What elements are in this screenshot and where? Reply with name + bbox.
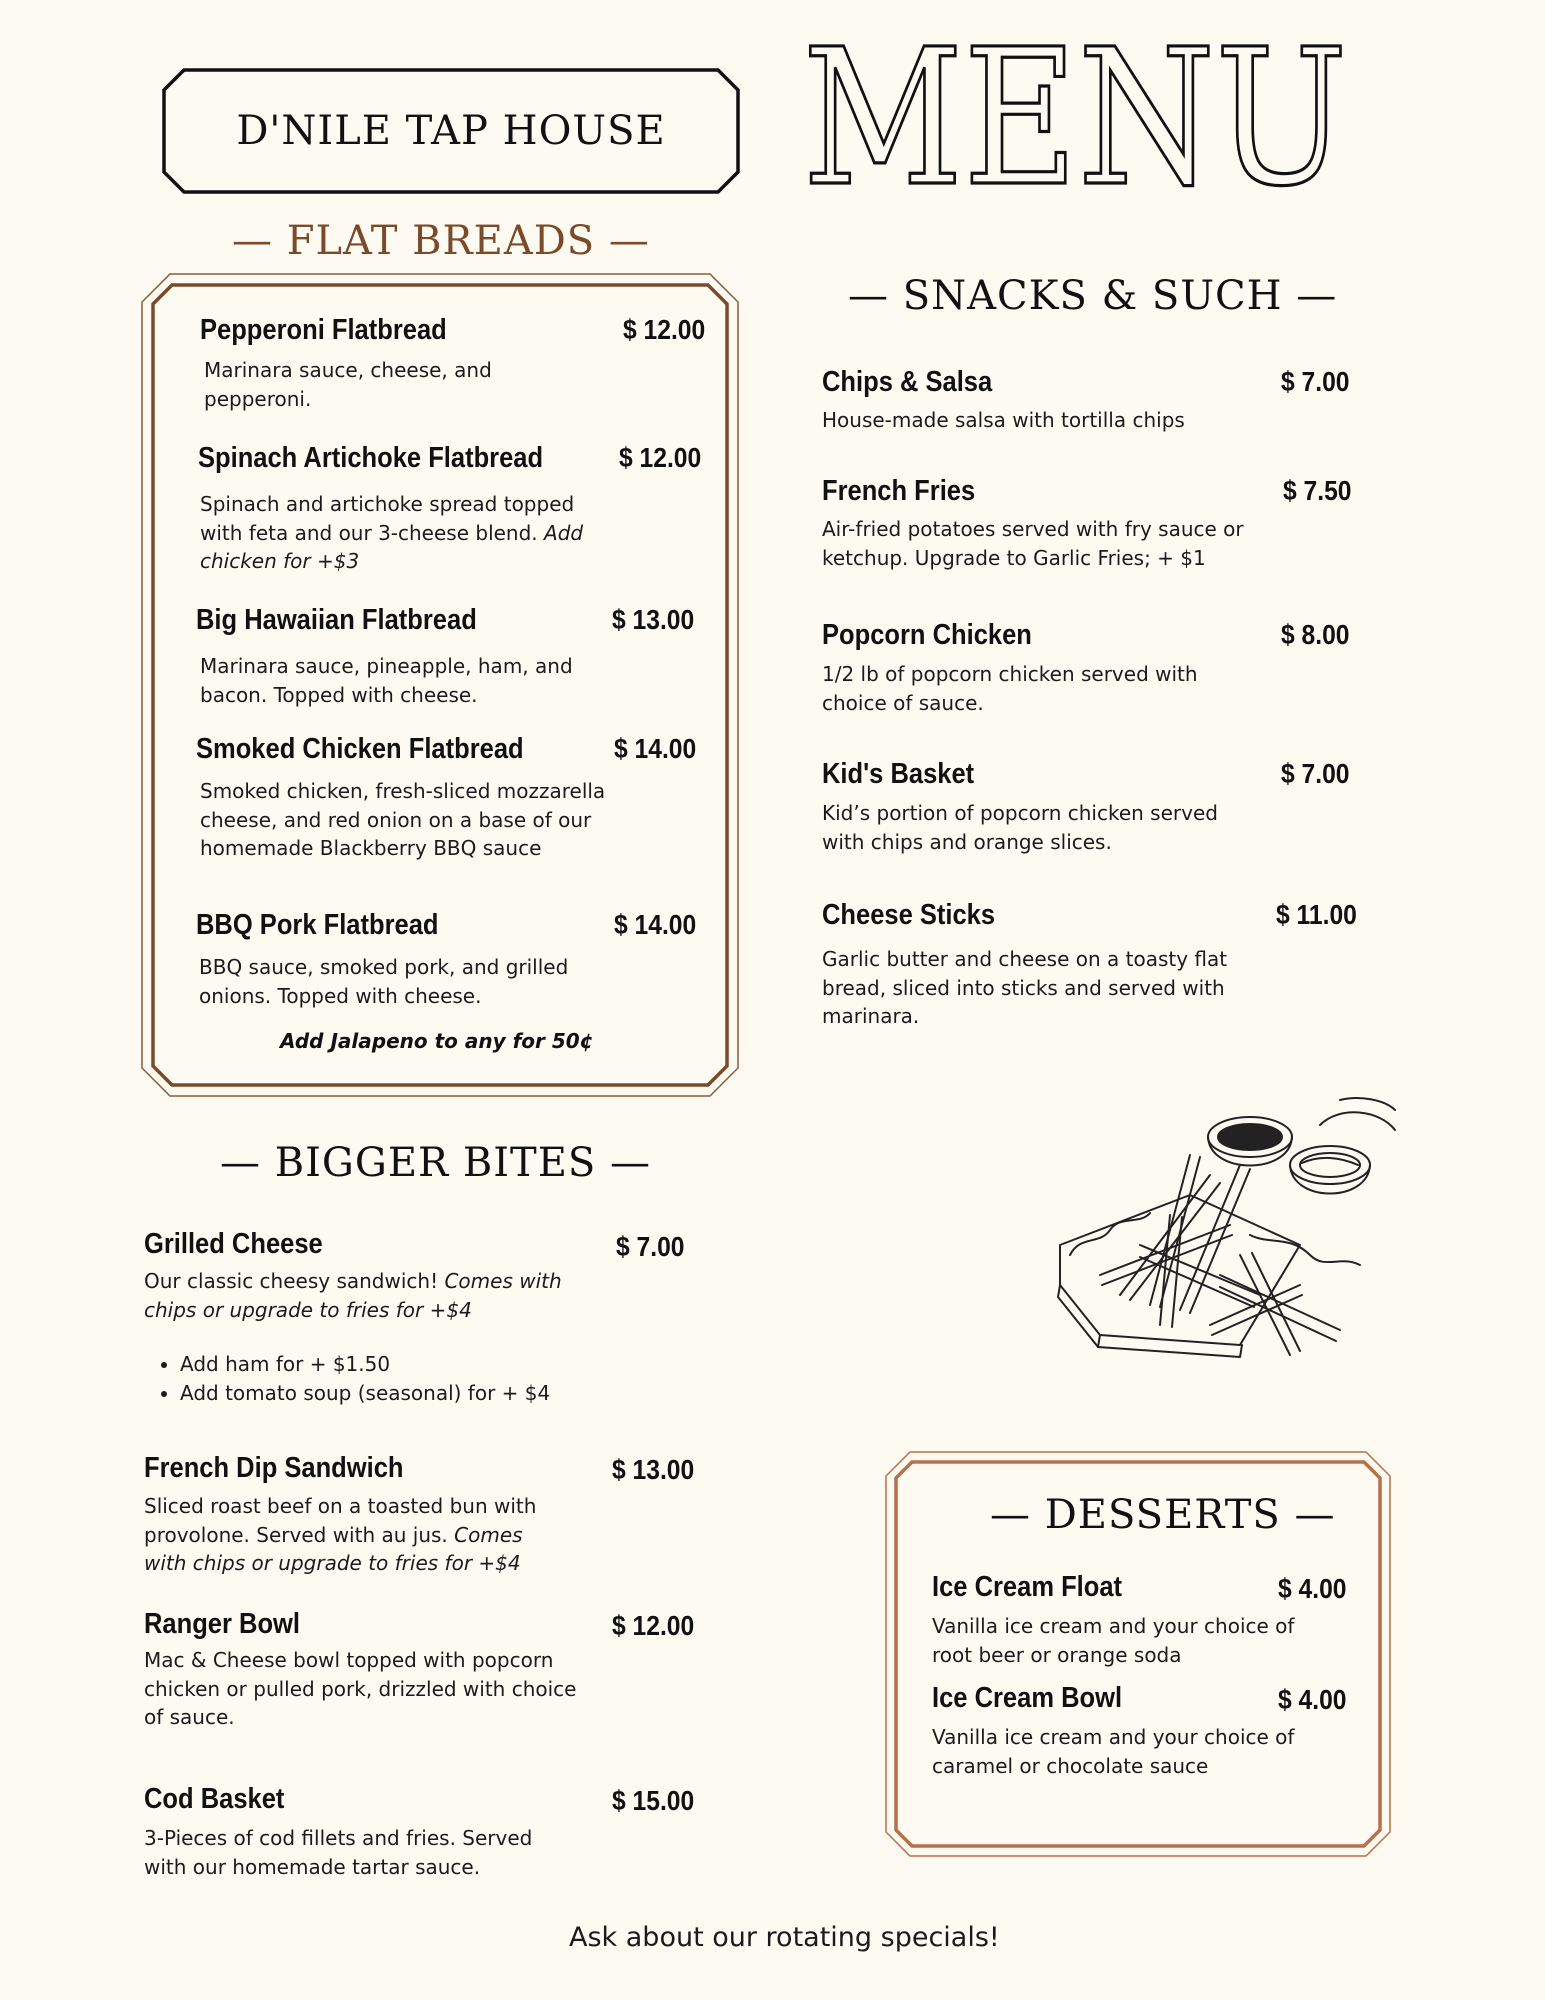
- bite-price: $ 15.00: [612, 1785, 695, 1816]
- bite-desc: Mac & Cheese bowl topped with popcorn chicken or pulled pork, drizzled with choice of sauce.: [144, 1648, 577, 1729]
- dessert-price: $ 4.00: [1278, 1573, 1347, 1604]
- snack-name: French Fries: [822, 475, 976, 507]
- snack-name: Kid's Basket: [822, 758, 975, 790]
- bite-name: French Dip Sandwich: [144, 1452, 404, 1484]
- flatbread-name: Smoked Chicken Flatbread: [196, 733, 524, 765]
- dessert-name: Ice Cream Float: [932, 1571, 1123, 1603]
- rotating-specials-note: Ask about our rotating specials!: [569, 1922, 1000, 1953]
- bite-price: $ 7.00: [616, 1231, 685, 1262]
- flatbread-desc: Spinach and artichoke spread topped with feta and our 3-cheese blend. Add chicken for +$3: [200, 492, 584, 573]
- flatbread-price: $ 12.00: [623, 314, 706, 345]
- snack-name: Cheese Sticks: [822, 899, 996, 931]
- bigger-bites-heading: — BIGGER BITES —: [220, 1140, 652, 1186]
- bite-price: $ 13.00: [612, 1454, 695, 1485]
- flatbread-desc: Marinara sauce, pineapple, ham, and bacon. Topped with cheese.: [200, 654, 573, 707]
- flatbread-desc: Smoked chicken, fresh-sliced mozzarella cheese, and red onion on a base of our homemade Blackberry BBQ sauce: [200, 779, 606, 860]
- snack-desc: Kid’s portion of popcorn chicken served with chips and orange slices.: [822, 801, 1218, 854]
- flatbread-name: Big Hawaiian Flatbread: [196, 604, 477, 636]
- menu-title-svg: [795, 9, 1355, 228]
- bite-desc: 3-Pieces of cod fillets and fries. Served with our homemade tartar sauce.: [144, 1826, 533, 1879]
- dessert-name: Ice Cream Bowl: [932, 1682, 1123, 1714]
- flatbread-name: BBQ Pork Flatbread: [196, 909, 439, 941]
- snack-price: $ 7.00: [1281, 366, 1350, 397]
- flatbread-desc: Marinara sauce, cheese, and pepperoni.: [204, 358, 492, 411]
- flatbread-price: $ 14.00: [614, 733, 697, 764]
- flat-breads-heading: — FLAT BREADS —: [232, 218, 650, 264]
- flatbread-price: $ 13.00: [612, 604, 695, 635]
- addon-item: • Add tomato soup (seasonal) for + $4: [180, 1379, 550, 1408]
- flatbread-price: $ 12.00: [619, 442, 702, 473]
- flatbread-price: $ 14.00: [614, 909, 697, 940]
- menu-title: MENU: [802, 9, 1348, 228]
- bite-desc: Our classic cheesy sandwich! Comes with chips or upgrade to fries for +$4: [144, 1269, 562, 1322]
- dessert-desc: Vanilla ice cream and your choice of root beer or orange soda: [932, 1614, 1295, 1667]
- snack-price: $ 8.00: [1281, 619, 1350, 650]
- flatbread-name: Spinach Artichoke Flatbread: [198, 442, 544, 474]
- dessert-desc: Vanilla ice cream and your choice of caramel or chocolate sauce: [932, 1725, 1295, 1778]
- snack-price: $ 7.50: [1283, 475, 1352, 506]
- grilled-cheese-addons: [144, 1350, 550, 1408]
- snack-name: Popcorn Chicken: [822, 619, 1032, 651]
- bite-price: $ 12.00: [612, 1610, 695, 1641]
- restaurant-name-badge: [162, 68, 740, 194]
- flatbread-desc: BBQ sauce, smoked pork, and grilled onions. Topped with cheese.: [199, 955, 569, 1008]
- bite-name: Ranger Bowl: [144, 1608, 300, 1640]
- bite-name: Cod Basket: [144, 1783, 285, 1815]
- snack-desc: 1/2 lb of popcorn chicken served with choice of sauce.: [822, 662, 1198, 715]
- restaurant-name: D'NILE TAP HOUSE: [236, 108, 666, 154]
- snack-price: $ 11.00: [1276, 899, 1357, 930]
- bite-desc: Sliced roast beef on a toasted bun with provolone. Served with au jus. Comes with chips or upgrade to fries for +$4: [144, 1494, 537, 1575]
- snack-desc: Air-fried potatoes served with fry sauce or ketchup. Upgrade to Garlic Fries; + $1: [822, 517, 1244, 570]
- dessert-price: $ 4.00: [1278, 1684, 1347, 1715]
- snack-desc: Garlic butter and cheese on a toasty flat bread, sliced into sticks and served with marinara.: [822, 947, 1228, 1028]
- snack-desc: House-made salsa with tortilla chips: [822, 408, 1185, 432]
- flatbread-name: Pepperoni Flatbread: [200, 314, 447, 346]
- desserts-heading: — DESSERTS —: [990, 1492, 1336, 1538]
- fries-and-dips-sketch-icon: [1040, 1095, 1410, 1375]
- snacks-heading: — SNACKS & SUCH —: [848, 273, 1338, 319]
- snack-name: Chips & Salsa: [822, 366, 993, 398]
- bite-name: Grilled Cheese: [144, 1228, 323, 1260]
- jalapeno-note: Add Jalapeno to any for 50¢: [280, 1029, 594, 1053]
- snack-price: $ 7.00: [1281, 758, 1350, 789]
- addon-item: • Add ham for + $1.50: [180, 1350, 550, 1379]
